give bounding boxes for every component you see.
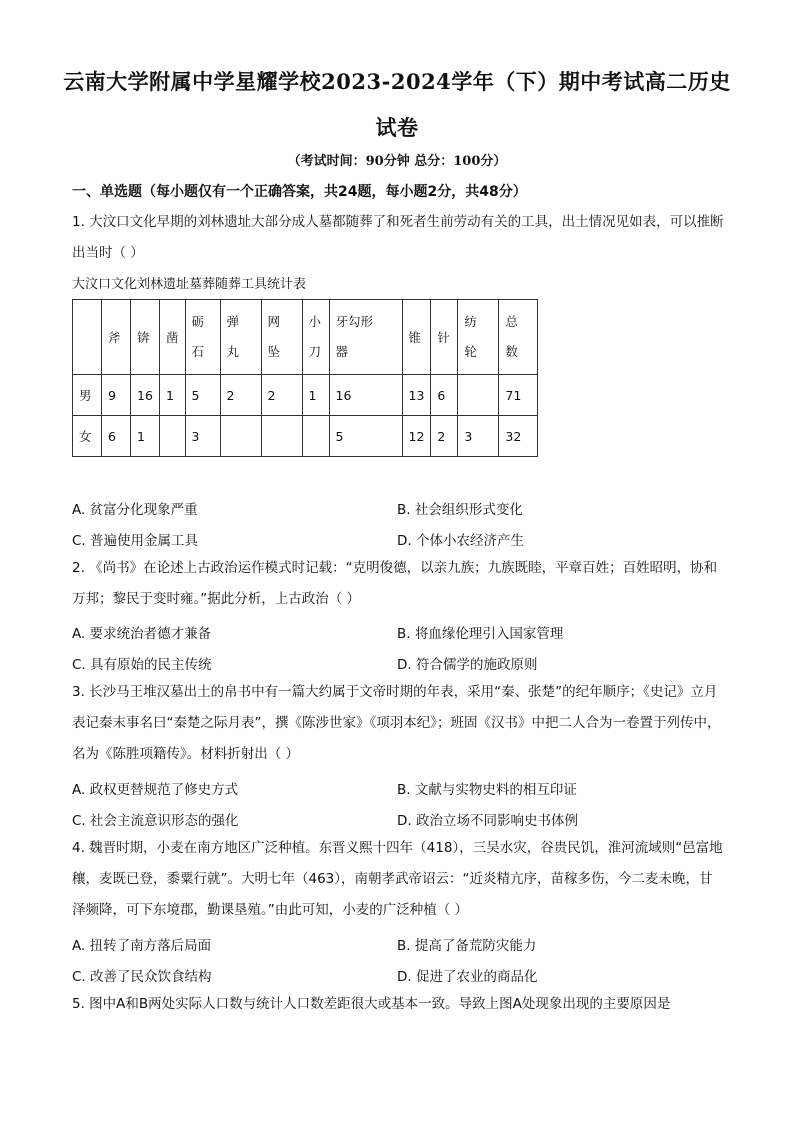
question-3-text: 3. 长沙马王堆汉墓出土的帛书中有一篇大约属于文帝时期的年表，采用“秦、张楚”的纪年顺序；《史记》立月表记秦末事名曰“秦楚之际月表”，撰《陈涉世家》《项羽本纪》；班固《汉书》中把二人合为一卷置于列传中，名为《陈胜项籍传》。材料折射出（ ） — [72, 684, 721, 762]
section-heading: 一、单选题（每小题仅有一个正确答案，共24题，每小题2分，共48分） — [72, 184, 527, 200]
table-header-row — [73, 300, 538, 375]
table-cell: 16 — [131, 375, 160, 416]
question-4-text: 4. 魏晋时期，小麦在南方地区广泛种植。东晋义熙十四年（418），三吴水灾，谷贵民饥，淮河流域则“邑富地穰，麦既已登，黍粟行就”。大明七年（463），南朝孝武帝诏云：“近炎精亢序，苗稼多伤，今二麦未晚，甘泽频降，可下东境郡，勤课垦殖。”由此可知，小麦的广泛种植（ ） — [72, 840, 723, 918]
tools-table — [72, 299, 538, 457]
table-cell: 71 — [499, 375, 538, 416]
q3-option-a: A. 政权更替规范了修史方式 — [72, 782, 239, 798]
table-header-cell — [220, 300, 261, 375]
table-cell: 2 — [220, 375, 261, 416]
q4-option-d: D. 促进了农业的商品化 — [397, 969, 538, 985]
q1-option-b: B. 社会组织形式变化 — [397, 502, 523, 518]
table-cell: 6 — [102, 416, 131, 457]
table-cell: 5 — [185, 375, 220, 416]
table-cell — [261, 416, 302, 457]
q1-option-a: A. 贫富分化现象严重 — [72, 502, 198, 518]
table-header-cell — [73, 300, 102, 375]
q2-option-a: A. 要求统治者德才兼备 — [72, 626, 212, 642]
table-header-cell — [499, 300, 538, 375]
table-cell: 3 — [458, 416, 499, 457]
table-cell: 9 — [102, 375, 131, 416]
q3-option-c: C. 社会主流意识形态的强化 — [72, 813, 239, 829]
q4-option-a: A. 扭转了南方落后局面 — [72, 938, 212, 954]
question-5-text: 5. 图中A和B两处实际人口数与统计人口数差距很大或基本一致。导致上图A处现象出现的主要原因是 — [72, 996, 671, 1012]
table-header-cell: 锛 — [131, 300, 160, 375]
table-header-text: 牙勾形器 — [335, 314, 374, 359]
q2-option-c: C. 具有原始的民主传统 — [72, 657, 212, 673]
question-2-text: 2. 《尚书》在论述上古政治运作模式时记载：“克明俊德，以亲九族；九族既睦，平章百姓；百姓昭明，协和万邦；黎民于变时雍。”据此分析，上古政治（ ） — [72, 560, 718, 607]
table-cell: 16 — [329, 375, 402, 416]
table-cell: 6 — [431, 375, 458, 416]
q4-option-b: B. 提高了备荒防灾能力 — [397, 938, 537, 954]
exam-meta: （考试时间：90分钟 总分：100分） — [287, 154, 507, 169]
table-cell: 女 — [73, 416, 102, 457]
q4-option-c: C. 改善了民众饮食结构 — [72, 969, 212, 985]
table-header-cell — [302, 300, 329, 375]
table-header-text: 总数 — [505, 314, 518, 359]
table-cell — [160, 416, 186, 457]
table-header-cell — [458, 300, 499, 375]
q3-option-b: B. 文献与实物史料的相互印证 — [397, 782, 577, 798]
table-cell: 32 — [499, 416, 538, 457]
table-header-text: 小刀 — [308, 314, 322, 359]
q3-option-d: D. 政治立场不同影响史书体例 — [397, 813, 578, 829]
table-cell — [458, 375, 499, 416]
q2-option-b: B. 将血缘伦理引入国家管理 — [397, 626, 564, 642]
table-cell: 13 — [402, 375, 431, 416]
table-header-cell: 斧 — [102, 300, 131, 375]
table-cell: 2 — [431, 416, 458, 457]
table-header-text: 弹丸 — [226, 314, 240, 359]
table-header-text: 纺轮 — [464, 314, 477, 359]
table-cell: 2 — [261, 375, 302, 416]
table-cell — [302, 416, 329, 457]
table-cell: 1 — [302, 375, 329, 416]
table-caption: 大汶口文化刘林遗址墓葬随葬工具统计表 — [72, 277, 307, 292]
question-1-text: 1. 大汶口文化早期的刘林遗址大部分成人墓都随葬了和死者生前劳动有关的工具，出土情况见如表，可以推断出当时（ ） — [72, 214, 724, 261]
table-cell: 12 — [402, 416, 431, 457]
table-row-male — [73, 375, 538, 416]
table-header-cell — [261, 300, 302, 375]
exam-title-line2: 试卷 — [375, 115, 419, 140]
table-header-cell: 锥 — [402, 300, 431, 375]
table-header-cell — [329, 300, 402, 375]
table-header-text: 网坠 — [267, 314, 281, 359]
table-cell: 3 — [185, 416, 220, 457]
q1-option-c: C. 普遍使用金属工具 — [72, 533, 199, 549]
table-cell: 1 — [131, 416, 160, 457]
table-cell: 1 — [160, 375, 186, 416]
table-header-cell: 针 — [431, 300, 458, 375]
table-cell: 男 — [73, 375, 102, 416]
table-header-cell — [185, 300, 220, 375]
q1-option-d: D. 个体小农经济产生 — [397, 533, 524, 549]
table-row-female — [73, 416, 538, 457]
table-header-text: 砺石 — [191, 314, 205, 359]
q2-option-d: D. 符合儒学的施政原则 — [397, 657, 538, 673]
exam-title-line1: 云南大学附属中学星耀学校2023-2024学年（下）期中考试高二历史 — [63, 69, 731, 94]
table-cell: 5 — [329, 416, 402, 457]
table-header-cell: 凿 — [160, 300, 186, 375]
table-cell — [220, 416, 261, 457]
